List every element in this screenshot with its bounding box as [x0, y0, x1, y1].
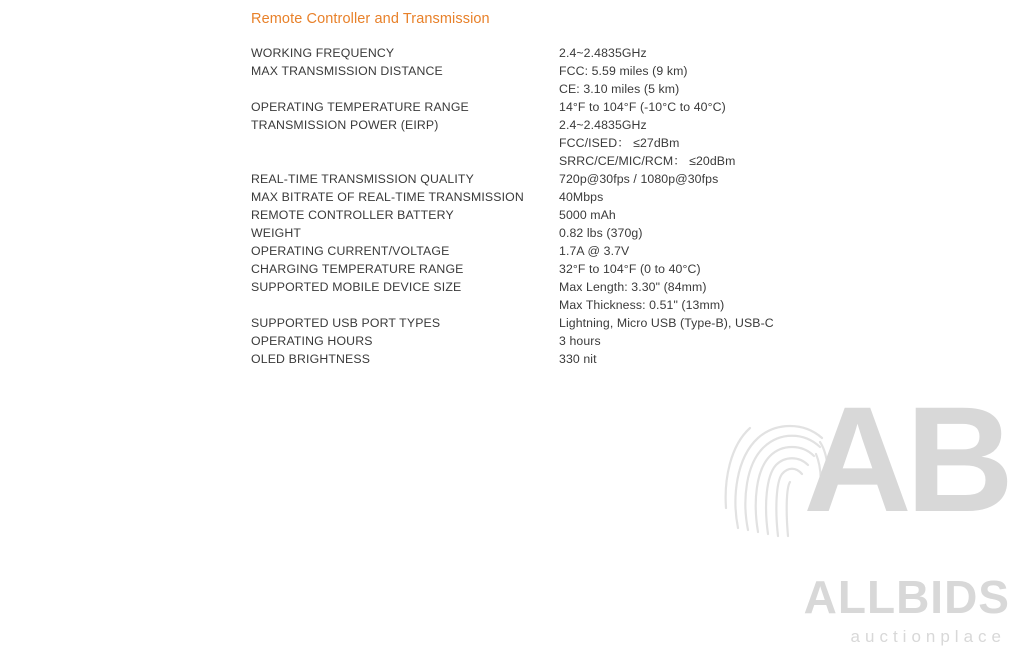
spec-value: [559, 242, 971, 260]
spec-label: OPERATING CURRENT/VOLTAGE: [251, 244, 450, 258]
spec-label: SUPPORTED MOBILE DEVICE SIZE: [251, 280, 462, 294]
section-title: Remote Controller and Transmission: [251, 11, 490, 27]
spec-value-line: FCC/ISED： ≤27dBm: [559, 136, 680, 150]
watermark-monogram: AB: [803, 375, 1008, 543]
table-row: [251, 62, 971, 98]
table-row: [251, 350, 971, 368]
table-row: [251, 188, 971, 206]
spec-value-line: 2.4~2.4835GHz: [559, 46, 647, 60]
spec-table-body: [251, 44, 971, 368]
fingerprint-icon: [718, 388, 848, 538]
watermark-brand: ALLBIDS: [803, 571, 1010, 623]
table-row: [251, 278, 971, 314]
spec-value: [559, 314, 971, 332]
watermark-tagline: auctionplace: [850, 627, 1006, 646]
spec-value-line: 0.82 lbs (370g): [559, 226, 643, 240]
spec-label: REMOTE CONTROLLER BATTERY: [251, 208, 454, 222]
spec-value-line: 32°F to 104°F (0 to 40°C): [559, 262, 701, 276]
spec-value-line: 40Mbps: [559, 190, 604, 204]
spec-label: OPERATING TEMPERATURE RANGE: [251, 100, 469, 114]
spec-value-line: 2.4~2.4835GHz: [559, 118, 647, 132]
spec-value: [559, 98, 971, 116]
spec-value-line: 3 hours: [559, 334, 601, 348]
spec-value-line: Max Thickness: 0.51" (13mm): [559, 298, 725, 312]
spec-value: [559, 332, 971, 350]
spec-value: [559, 350, 971, 368]
watermark: [718, 375, 1018, 654]
spec-value: [559, 116, 971, 170]
spec-value: [559, 188, 971, 206]
spec-value-line: Max Length: 3.30" (84mm): [559, 280, 707, 294]
table-row: [251, 260, 971, 278]
table-row: [251, 224, 971, 242]
spec-table: [251, 44, 971, 368]
spec-value-line: 5000 mAh: [559, 208, 616, 222]
spec-value-line: 14°F to 104°F (-10°C to 40°C): [559, 100, 726, 114]
spec-value: [559, 170, 971, 188]
spec-label: OLED BRIGHTNESS: [251, 352, 371, 366]
spec-value: [559, 224, 971, 242]
spec-label: MAX BITRATE OF REAL-TIME TRANSMISSION: [251, 190, 524, 204]
table-row: [251, 332, 971, 350]
spec-label: SUPPORTED USB PORT TYPES: [251, 316, 441, 330]
spec-value-line: FCC: 5.59 miles (9 km): [559, 64, 688, 78]
spec-value: [559, 44, 971, 62]
spec-label: CHARGING TEMPERATURE RANGE: [251, 262, 464, 276]
spec-label: MAX TRANSMISSION DISTANCE: [251, 64, 443, 78]
spec-value: [559, 206, 971, 224]
spec-label: REAL-TIME TRANSMISSION QUALITY: [251, 172, 474, 186]
spec-label: WORKING FREQUENCY: [251, 46, 395, 60]
spec-value-line: 720p@30fps / 1080p@30fps: [559, 172, 719, 186]
table-row: [251, 98, 971, 116]
spec-value-line: SRRC/CE/MIC/RCM： ≤20dBm: [559, 154, 736, 168]
spec-label: TRANSMISSION POWER (EIRP): [251, 118, 439, 132]
spec-value-line: 1.7A @ 3.7V: [559, 244, 630, 258]
spec-value-line: 330 nit: [559, 352, 597, 366]
spec-value: [559, 62, 971, 98]
spec-label: WEIGHT: [251, 226, 302, 240]
table-row: [251, 170, 971, 188]
spec-value: [559, 278, 971, 314]
spec-value-line: Lightning, Micro USB (Type-B), USB-C: [559, 316, 774, 330]
table-row: [251, 44, 971, 62]
table-row: [251, 314, 971, 332]
table-row: [251, 116, 971, 170]
spec-value: [559, 260, 971, 278]
spec-value-line: CE: 3.10 miles (5 km): [559, 82, 680, 96]
spec-label: OPERATING HOURS: [251, 334, 373, 348]
table-row: [251, 242, 971, 260]
table-row: [251, 206, 971, 224]
